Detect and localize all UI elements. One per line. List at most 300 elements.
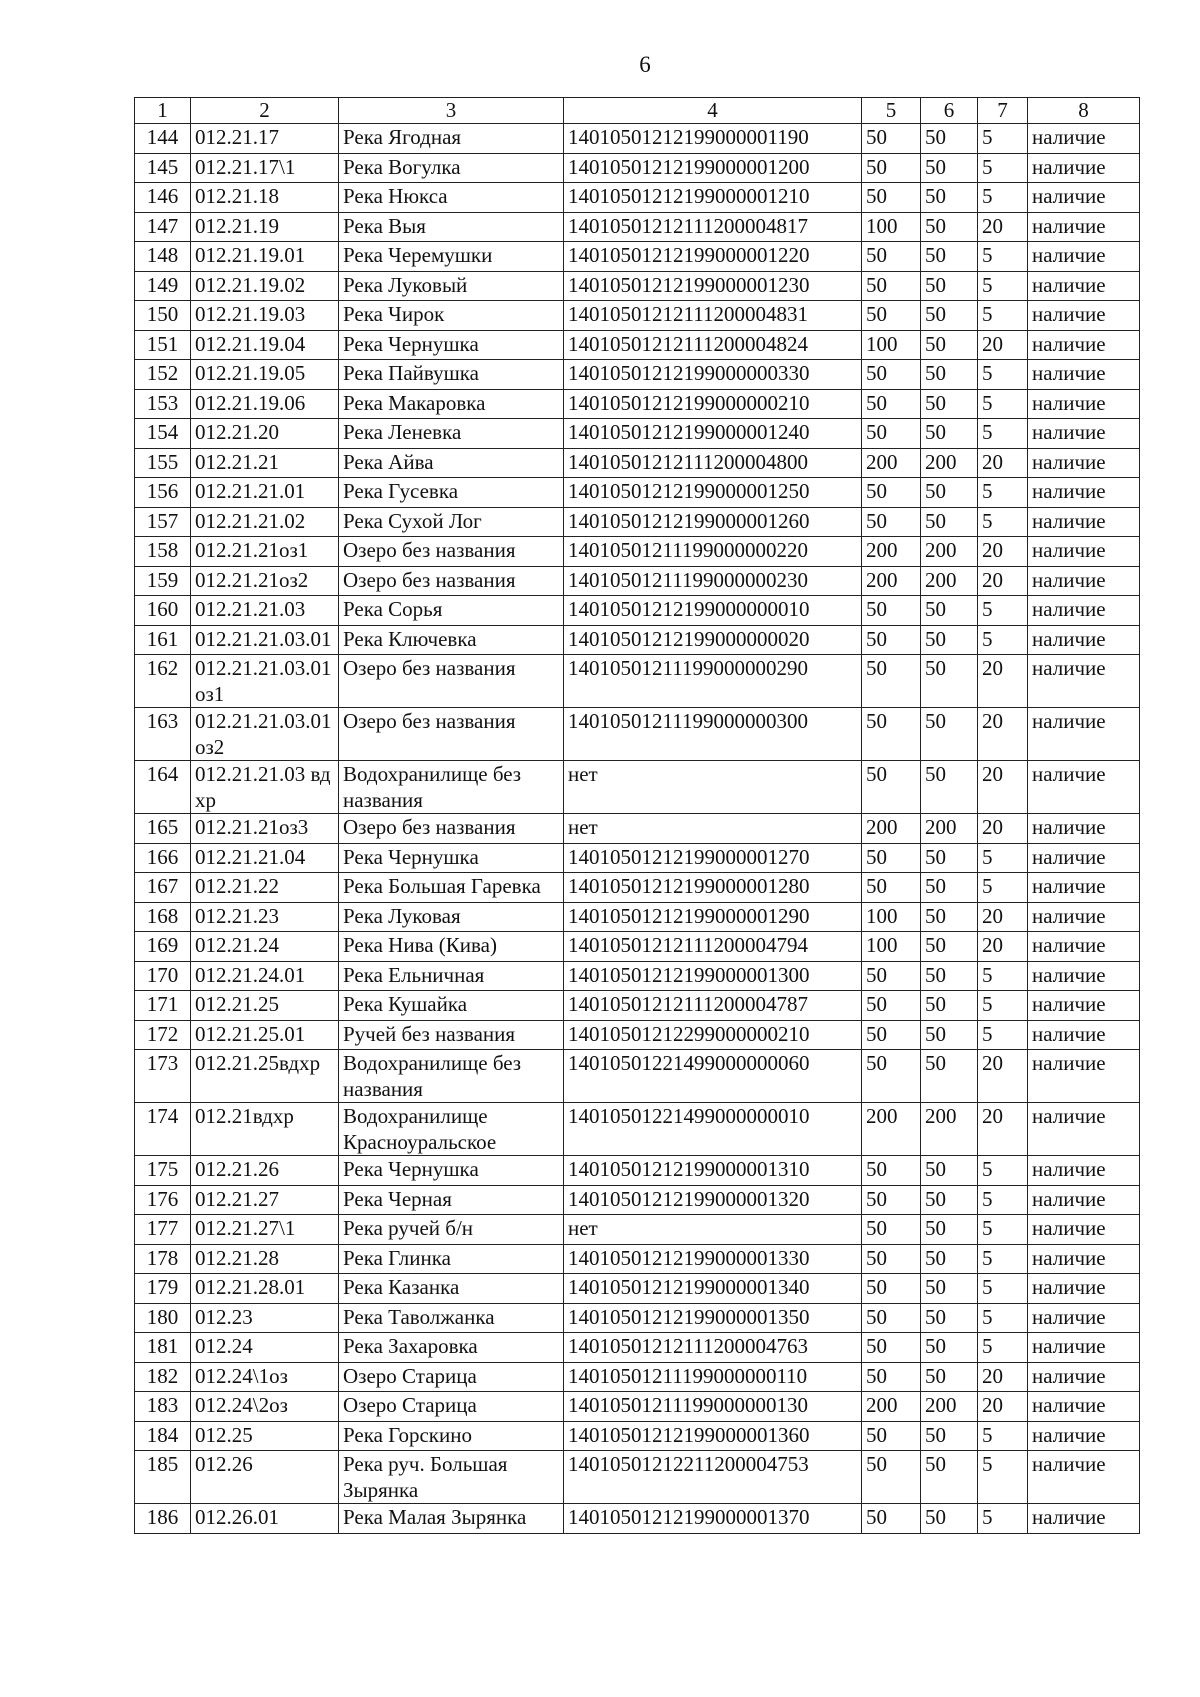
- registry-code-cell: 14010501212111200004787: [564, 991, 862, 1021]
- table-row: [135, 1103, 1140, 1156]
- table-row: [135, 1421, 1140, 1451]
- value-5-cell: 200: [862, 1103, 921, 1156]
- value-6-cell: 200: [921, 814, 978, 844]
- registry-code-cell: 14010501212199000001230: [564, 271, 862, 301]
- name-cell: Река Леневка: [339, 419, 564, 449]
- code-cell: 012.25: [191, 1421, 339, 1451]
- registry-code-cell: 14010501212199000001320: [564, 1185, 862, 1215]
- value-5-cell: 50: [862, 1504, 921, 1534]
- registry-code-cell: 14010501212199000001190: [564, 124, 862, 154]
- value-7-cell: 20: [978, 1103, 1028, 1156]
- value-7-cell: 5: [978, 1274, 1028, 1304]
- value-7-cell: 20: [978, 1392, 1028, 1422]
- value-5-cell: 200: [862, 448, 921, 478]
- registry-code-cell: 14010501212199000000210: [564, 389, 862, 419]
- status-cell: наличие: [1028, 183, 1140, 213]
- value-6-cell: 50: [921, 1244, 978, 1274]
- code-cell: 012.21.27: [191, 1185, 339, 1215]
- value-5-cell: 50: [862, 991, 921, 1021]
- value-7-cell: 5: [978, 301, 1028, 331]
- registry-code-cell: 14010501211199000000300: [564, 708, 862, 761]
- name-cell: Водохранилище Красноуральское: [339, 1103, 564, 1156]
- code-cell: 012.26.01: [191, 1504, 339, 1534]
- code-cell: 012.21.21.04: [191, 843, 339, 873]
- value-7-cell: 5: [978, 1156, 1028, 1186]
- table-row: [135, 961, 1140, 991]
- status-cell: наличие: [1028, 537, 1140, 567]
- value-7-cell: 5: [978, 183, 1028, 213]
- table-row: [135, 761, 1140, 814]
- row-number-cell: 169: [135, 932, 191, 962]
- code-cell: 012.21.19.03: [191, 301, 339, 331]
- value-7-cell: 5: [978, 873, 1028, 903]
- value-7-cell: 5: [978, 1020, 1028, 1050]
- value-7-cell: 20: [978, 902, 1028, 932]
- registry-code-cell: 14010501212199000001220: [564, 242, 862, 272]
- name-cell: Река Вогулка: [339, 153, 564, 183]
- registry-code-cell: 14010501212199000001210: [564, 183, 862, 213]
- name-cell: Озеро без названия: [339, 814, 564, 844]
- value-7-cell: 5: [978, 1504, 1028, 1534]
- row-number-cell: 149: [135, 271, 191, 301]
- value-5-cell: 50: [862, 1020, 921, 1050]
- value-7-cell: 20: [978, 212, 1028, 242]
- code-cell: 012.21.23: [191, 902, 339, 932]
- value-5-cell: 50: [862, 1050, 921, 1103]
- value-6-cell: 50: [921, 1050, 978, 1103]
- value-6-cell: 50: [921, 843, 978, 873]
- status-cell: наличие: [1028, 1504, 1140, 1534]
- name-cell: Река Таволжанка: [339, 1303, 564, 1333]
- value-5-cell: 50: [862, 1215, 921, 1245]
- registry-code-cell: 14010501212111200004831: [564, 301, 862, 331]
- row-number-cell: 153: [135, 389, 191, 419]
- code-cell: 012.21.22: [191, 873, 339, 903]
- row-number-cell: 182: [135, 1362, 191, 1392]
- value-5-cell: 50: [862, 1421, 921, 1451]
- registry-code-cell: 14010501221499000000060: [564, 1050, 862, 1103]
- table-row: [135, 1215, 1140, 1245]
- value-6-cell: 50: [921, 242, 978, 272]
- row-number-cell: 168: [135, 902, 191, 932]
- code-cell: 012.21.21.03.01оз1: [191, 655, 339, 708]
- value-7-cell: 5: [978, 153, 1028, 183]
- status-cell: наличие: [1028, 902, 1140, 932]
- status-cell: наличие: [1028, 1215, 1140, 1245]
- value-6-cell: 50: [921, 271, 978, 301]
- table-row: [135, 566, 1140, 596]
- value-5-cell: 50: [862, 360, 921, 390]
- code-cell: 012.21.18: [191, 183, 339, 213]
- value-6-cell: 50: [921, 991, 978, 1021]
- column-header: 3: [339, 98, 564, 124]
- value-6-cell: 50: [921, 1185, 978, 1215]
- row-number-cell: 161: [135, 625, 191, 655]
- table-row: [135, 1362, 1140, 1392]
- code-cell: 012.21.21: [191, 448, 339, 478]
- table-row: [135, 301, 1140, 331]
- name-cell: Озеро без названия: [339, 708, 564, 761]
- code-cell: 012.21.21оз1: [191, 537, 339, 567]
- value-6-cell: 50: [921, 708, 978, 761]
- code-cell: 012.21.21.03 вдхр: [191, 761, 339, 814]
- name-cell: Река Сухой Лог: [339, 507, 564, 537]
- value-5-cell: 100: [862, 330, 921, 360]
- row-number-cell: 173: [135, 1050, 191, 1103]
- value-7-cell: 20: [978, 932, 1028, 962]
- value-6-cell: 50: [921, 902, 978, 932]
- value-7-cell: 5: [978, 389, 1028, 419]
- row-number-cell: 162: [135, 655, 191, 708]
- name-cell: Река Айва: [339, 448, 564, 478]
- registry-code-cell: 14010501212211200004753: [564, 1451, 862, 1504]
- row-number-cell: 185: [135, 1451, 191, 1504]
- table-row: [135, 330, 1140, 360]
- registry-code-cell: нет: [564, 814, 862, 844]
- code-cell: 012.21.19.02: [191, 271, 339, 301]
- code-cell: 012.21.21.03.01оз2: [191, 708, 339, 761]
- value-6-cell: 50: [921, 330, 978, 360]
- value-6-cell: 50: [921, 124, 978, 154]
- row-number-cell: 146: [135, 183, 191, 213]
- row-number-cell: 163: [135, 708, 191, 761]
- row-number-cell: 145: [135, 153, 191, 183]
- registry-code-cell: 14010501212299000000210: [564, 1020, 862, 1050]
- value-7-cell: 5: [978, 991, 1028, 1021]
- name-cell: Озеро Старица: [339, 1392, 564, 1422]
- row-number-cell: 155: [135, 448, 191, 478]
- value-5-cell: 50: [862, 507, 921, 537]
- status-cell: наличие: [1028, 1362, 1140, 1392]
- value-5-cell: 200: [862, 566, 921, 596]
- name-cell: Река Макаровка: [339, 389, 564, 419]
- registry-code-cell: 14010501212199000001270: [564, 843, 862, 873]
- row-number-cell: 148: [135, 242, 191, 272]
- value-6-cell: 50: [921, 1421, 978, 1451]
- code-cell: 012.21.17\1: [191, 153, 339, 183]
- status-cell: наличие: [1028, 1244, 1140, 1274]
- value-5-cell: 100: [862, 902, 921, 932]
- code-cell: 012.21.21.03: [191, 596, 339, 626]
- value-6-cell: 50: [921, 419, 978, 449]
- code-cell: 012.21.21оз3: [191, 814, 339, 844]
- registry-code-cell: 14010501212199000001290: [564, 902, 862, 932]
- name-cell: Река Пайвушка: [339, 360, 564, 390]
- name-cell: Река руч. Большая Зырянка: [339, 1451, 564, 1504]
- registry-code-cell: 14010501212111200004800: [564, 448, 862, 478]
- value-6-cell: 50: [921, 961, 978, 991]
- value-7-cell: 5: [978, 1451, 1028, 1504]
- value-6-cell: 50: [921, 153, 978, 183]
- value-6-cell: 50: [921, 1451, 978, 1504]
- status-cell: наличие: [1028, 1020, 1140, 1050]
- code-cell: 012.21.25.01: [191, 1020, 339, 1050]
- table-row: [135, 1274, 1140, 1304]
- value-7-cell: 5: [978, 1333, 1028, 1363]
- row-number-cell: 167: [135, 873, 191, 903]
- table-row: [135, 1020, 1140, 1050]
- value-6-cell: 50: [921, 625, 978, 655]
- table-row: [135, 814, 1140, 844]
- name-cell: Река Выя: [339, 212, 564, 242]
- code-cell: 012.21.25вдхр: [191, 1050, 339, 1103]
- registry-code-cell: 14010501212111200004817: [564, 212, 862, 242]
- status-cell: наличие: [1028, 507, 1140, 537]
- table-header-row: [135, 98, 1140, 124]
- status-cell: наличие: [1028, 301, 1140, 331]
- value-6-cell: 200: [921, 1392, 978, 1422]
- name-cell: Река Ягодная: [339, 124, 564, 154]
- table-row: [135, 1303, 1140, 1333]
- status-cell: наличие: [1028, 1392, 1140, 1422]
- row-number-cell: 166: [135, 843, 191, 873]
- name-cell: Ручей без названия: [339, 1020, 564, 1050]
- value-7-cell: 20: [978, 330, 1028, 360]
- code-cell: 012.24\2оз: [191, 1392, 339, 1422]
- value-5-cell: 50: [862, 1244, 921, 1274]
- registry-code-cell: 14010501211199000000290: [564, 655, 862, 708]
- value-7-cell: 5: [978, 271, 1028, 301]
- table-row: [135, 242, 1140, 272]
- value-5-cell: 100: [862, 932, 921, 962]
- code-cell: 012.21.19.06: [191, 389, 339, 419]
- code-cell: 012.21.17: [191, 124, 339, 154]
- value-5-cell: 50: [862, 655, 921, 708]
- row-number-cell: 177: [135, 1215, 191, 1245]
- registry-code-cell: 14010501212111200004824: [564, 330, 862, 360]
- table-row: [135, 124, 1140, 154]
- value-5-cell: 50: [862, 1451, 921, 1504]
- code-cell: 012.24\1оз: [191, 1362, 339, 1392]
- name-cell: Река Горскино: [339, 1421, 564, 1451]
- registry-code-cell: 14010501212199000001300: [564, 961, 862, 991]
- value-5-cell: 200: [862, 1392, 921, 1422]
- value-7-cell: 5: [978, 1244, 1028, 1274]
- table-row: [135, 448, 1140, 478]
- value-5-cell: 50: [862, 389, 921, 419]
- status-cell: наличие: [1028, 1185, 1140, 1215]
- name-cell: Река Казанка: [339, 1274, 564, 1304]
- table-row: [135, 183, 1140, 213]
- row-number-cell: 151: [135, 330, 191, 360]
- row-number-cell: 147: [135, 212, 191, 242]
- table-row: [135, 360, 1140, 390]
- value-7-cell: 20: [978, 537, 1028, 567]
- value-7-cell: 5: [978, 1185, 1028, 1215]
- table-row: [135, 625, 1140, 655]
- row-number-cell: 183: [135, 1392, 191, 1422]
- column-header: 2: [191, 98, 339, 124]
- page-number: 6: [639, 52, 651, 77]
- value-6-cell: 50: [921, 932, 978, 962]
- code-cell: 012.23: [191, 1303, 339, 1333]
- row-number-cell: 157: [135, 507, 191, 537]
- value-6-cell: 50: [921, 1020, 978, 1050]
- registry-code-cell: нет: [564, 761, 862, 814]
- value-7-cell: 5: [978, 124, 1028, 154]
- status-cell: наличие: [1028, 330, 1140, 360]
- name-cell: Водохранилище без названия: [339, 761, 564, 814]
- status-cell: наличие: [1028, 566, 1140, 596]
- value-6-cell: 50: [921, 1504, 978, 1534]
- value-6-cell: 50: [921, 507, 978, 537]
- code-cell: 012.21.19: [191, 212, 339, 242]
- table-row: [135, 507, 1140, 537]
- table-row: [135, 389, 1140, 419]
- value-7-cell: 20: [978, 1050, 1028, 1103]
- value-6-cell: 50: [921, 1274, 978, 1304]
- status-cell: наличие: [1028, 814, 1140, 844]
- table-row: [135, 708, 1140, 761]
- name-cell: Река Черемушки: [339, 242, 564, 272]
- status-cell: наличие: [1028, 1303, 1140, 1333]
- registry-code-cell: 14010501212111200004794: [564, 932, 862, 962]
- table-row: [135, 1156, 1140, 1186]
- value-5-cell: 50: [862, 419, 921, 449]
- row-number-cell: 165: [135, 814, 191, 844]
- row-number-cell: 170: [135, 961, 191, 991]
- row-number-cell: 180: [135, 1303, 191, 1333]
- value-7-cell: 5: [978, 507, 1028, 537]
- row-number-cell: 152: [135, 360, 191, 390]
- status-cell: наличие: [1028, 360, 1140, 390]
- water-objects-table: [134, 97, 1140, 1534]
- table-row: [135, 419, 1140, 449]
- status-cell: наличие: [1028, 932, 1140, 962]
- registry-code-cell: 14010501212199000001330: [564, 1244, 862, 1274]
- status-cell: наличие: [1028, 991, 1140, 1021]
- code-cell: 012.21.21.02: [191, 507, 339, 537]
- registry-code-cell: 14010501212111200004763: [564, 1333, 862, 1363]
- status-cell: наличие: [1028, 242, 1140, 272]
- value-6-cell: 200: [921, 1103, 978, 1156]
- registry-code-cell: 14010501221499000000010: [564, 1103, 862, 1156]
- row-number-cell: 160: [135, 596, 191, 626]
- value-7-cell: 5: [978, 478, 1028, 508]
- name-cell: Озеро без названия: [339, 566, 564, 596]
- row-number-cell: 154: [135, 419, 191, 449]
- status-cell: наличие: [1028, 873, 1140, 903]
- registry-code-cell: 14010501212199000001340: [564, 1274, 862, 1304]
- registry-code-cell: 14010501212199000000010: [564, 596, 862, 626]
- registry-code-cell: 14010501211199000000130: [564, 1392, 862, 1422]
- status-cell: наличие: [1028, 708, 1140, 761]
- value-6-cell: 50: [921, 1215, 978, 1245]
- name-cell: Река Чернушка: [339, 1156, 564, 1186]
- row-number-cell: 179: [135, 1274, 191, 1304]
- value-7-cell: 20: [978, 708, 1028, 761]
- status-cell: наличие: [1028, 625, 1140, 655]
- table-row: [135, 991, 1140, 1021]
- row-number-cell: 174: [135, 1103, 191, 1156]
- name-cell: Река Гусевка: [339, 478, 564, 508]
- value-7-cell: 5: [978, 360, 1028, 390]
- code-cell: 012.21.25: [191, 991, 339, 1021]
- code-cell: 012.21.21.01: [191, 478, 339, 508]
- code-cell: 012.26: [191, 1451, 339, 1504]
- status-cell: наличие: [1028, 153, 1140, 183]
- column-header: 6: [921, 98, 978, 124]
- name-cell: Река Ельничная: [339, 961, 564, 991]
- value-6-cell: 200: [921, 566, 978, 596]
- table-row: [135, 843, 1140, 873]
- value-5-cell: 50: [862, 1303, 921, 1333]
- name-cell: Река Глинка: [339, 1244, 564, 1274]
- value-5-cell: 50: [862, 873, 921, 903]
- value-6-cell: 50: [921, 301, 978, 331]
- value-6-cell: 50: [921, 655, 978, 708]
- value-5-cell: 50: [862, 478, 921, 508]
- value-5-cell: 50: [862, 1156, 921, 1186]
- table-row: [135, 1333, 1140, 1363]
- table-row: [135, 932, 1140, 962]
- code-cell: 012.21.27\1: [191, 1215, 339, 1245]
- registry-code-cell: 14010501212199000001360: [564, 1421, 862, 1451]
- status-cell: наличие: [1028, 212, 1140, 242]
- value-6-cell: 50: [921, 389, 978, 419]
- column-header: 1: [135, 98, 191, 124]
- name-cell: Озеро без названия: [339, 655, 564, 708]
- registry-code-cell: 14010501212199000001310: [564, 1156, 862, 1186]
- status-cell: наличие: [1028, 1333, 1140, 1363]
- table-row: [135, 1392, 1140, 1422]
- registry-code-cell: 14010501212199000001200: [564, 153, 862, 183]
- row-number-cell: 184: [135, 1421, 191, 1451]
- table-row: [135, 537, 1140, 567]
- value-6-cell: 50: [921, 478, 978, 508]
- value-6-cell: 200: [921, 448, 978, 478]
- value-5-cell: 200: [862, 814, 921, 844]
- code-cell: 012.21.24.01: [191, 961, 339, 991]
- row-number-cell: 171: [135, 991, 191, 1021]
- value-6-cell: 50: [921, 873, 978, 903]
- name-cell: Река Большая Гаревка: [339, 873, 564, 903]
- status-cell: наличие: [1028, 1421, 1140, 1451]
- name-cell: Река Чирок: [339, 301, 564, 331]
- value-5-cell: 50: [862, 625, 921, 655]
- row-number-cell: 178: [135, 1244, 191, 1274]
- value-7-cell: 5: [978, 242, 1028, 272]
- status-cell: наличие: [1028, 961, 1140, 991]
- name-cell: Озеро без названия: [339, 537, 564, 567]
- registry-code-cell: 14010501212199000001250: [564, 478, 862, 508]
- value-7-cell: 20: [978, 655, 1028, 708]
- value-5-cell: 200: [862, 537, 921, 567]
- status-cell: наличие: [1028, 761, 1140, 814]
- value-5-cell: 50: [862, 1333, 921, 1363]
- code-cell: 012.21.21.03.01: [191, 625, 339, 655]
- column-header: 5: [862, 98, 921, 124]
- value-6-cell: 50: [921, 360, 978, 390]
- value-5-cell: 50: [862, 153, 921, 183]
- name-cell: Озеро Старица: [339, 1362, 564, 1392]
- table-row: [135, 1244, 1140, 1274]
- table-row: [135, 1451, 1140, 1504]
- row-number-cell: 156: [135, 478, 191, 508]
- status-cell: наличие: [1028, 843, 1140, 873]
- status-cell: наличие: [1028, 448, 1140, 478]
- value-5-cell: 50: [862, 183, 921, 213]
- code-cell: 012.21.19.01: [191, 242, 339, 272]
- name-cell: Река Сорья: [339, 596, 564, 626]
- value-7-cell: 20: [978, 761, 1028, 814]
- value-7-cell: 5: [978, 625, 1028, 655]
- table-row: [135, 271, 1140, 301]
- name-cell: Река Захаровка: [339, 1333, 564, 1363]
- value-6-cell: 50: [921, 596, 978, 626]
- registry-code-cell: 14010501212199000001260: [564, 507, 862, 537]
- row-number-cell: 176: [135, 1185, 191, 1215]
